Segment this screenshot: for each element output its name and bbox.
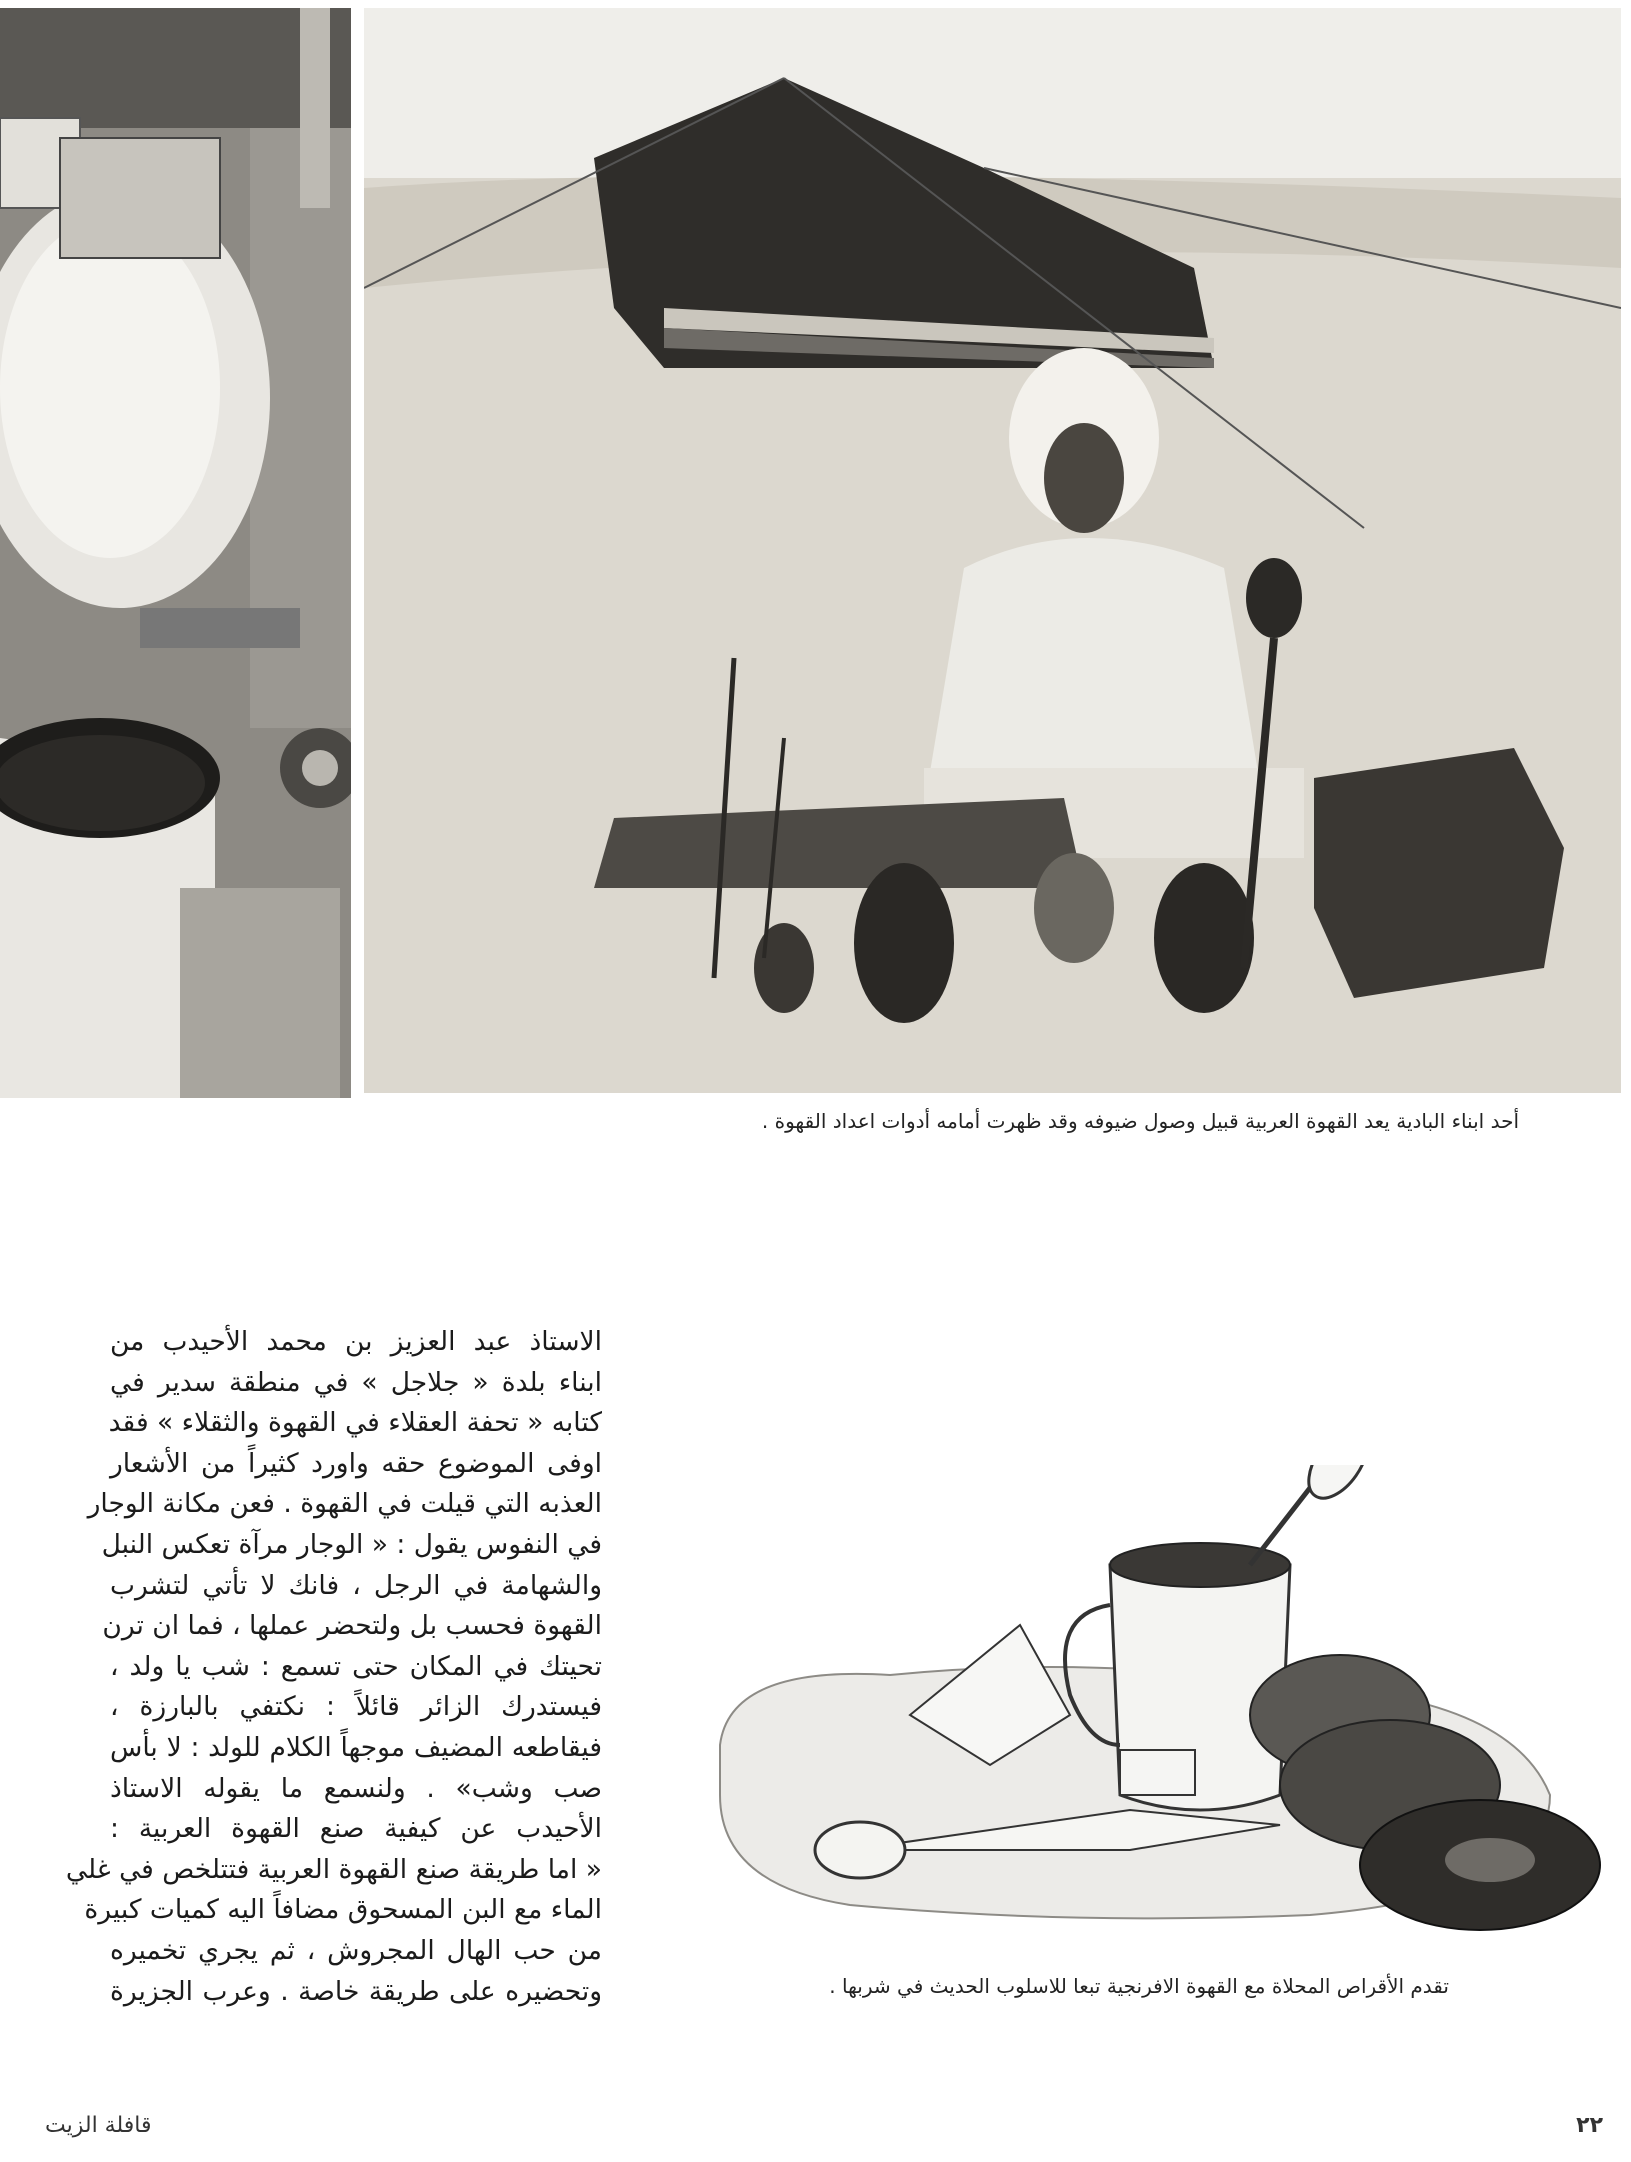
body-line: وتحضيره على طريقة خاصة . وعرب الجزيرة	[110, 1975, 602, 2007]
body-line: اوفى الموضوع حقه واورد كثيراً من الأشعار	[110, 1447, 602, 1479]
body-line: القهوة فحسب بل ولتحضر عملها ، فما ان ترن	[102, 1610, 602, 1642]
coffee-cup-illustration	[690, 1465, 1630, 1935]
coffee-roaster-photo	[0, 8, 351, 1098]
body-line: الماء مع البن المسحوق مضافاً اليه كميات كبيرة	[84, 1894, 602, 1926]
body-line: صب وشب» . ولنسمع ما يقوله الاستاذ	[110, 1772, 602, 1804]
body-line: كتابه « تحفة العقلاء في القهوة والثقلاء » فقد	[108, 1407, 602, 1439]
body-line: فيقاطعه المضيف موجهاً الكلام للولد : لا بأس	[110, 1731, 602, 1763]
body-line: في النفوس يقول : « الوجار مرآة تعكس النبل	[101, 1528, 602, 1560]
photo-caption-top: أحد ابناء البادية يعد القهوة العربية قبيل وصول ضيوفه وقد ظهرت أمامه أدوات اعداد القهوة .	[761, 1109, 1519, 1133]
body-line: الاستاذ عبد العزيز بن محمد الأحيدب من	[110, 1326, 602, 1357]
bedouin-tent-illustration	[364, 8, 1621, 1093]
coffee-cup-drawing	[690, 1465, 1630, 1935]
body-line: العذبه التي قيلت في القهوة . فعن مكانة الوجار	[87, 1488, 602, 1520]
page-number: ٢٢	[1576, 2113, 1603, 2138]
body-line: تحيتك في المكان حتى تسمع : شب يا ولد ،	[110, 1650, 602, 1682]
coffee-roaster-illustration	[0, 8, 351, 1098]
body-line: فيستدرك الزائر قائلاً : نكتفي بالبارزة ،	[110, 1691, 602, 1723]
body-line: والشهامة في الرجل ، فانك لا تأتي لتشرب	[110, 1569, 602, 1601]
body-line: ابناء بلدة « جلاجل » في منطقة سدير في	[110, 1366, 602, 1398]
body-line: الأحيدب عن كيفية صنع القهوة العربية :	[110, 1813, 602, 1845]
magazine-name: قافلة الزيت	[45, 2113, 152, 2138]
body-line: من حب الهال المجروش ، ثم يجري تخميره	[110, 1934, 602, 1966]
body-line: « اما طريقة صنع القهوة العربية فتتلخص في غلي	[65, 1853, 602, 1885]
illustration-caption: تقدم الأقراص المحلاة مع القهوة الافرنجية تبعا للاسلوب الحديث في شربها .	[829, 1974, 1449, 1998]
bedouin-tent-photo	[364, 8, 1621, 1093]
article-body-column	[65, 1322, 602, 2012]
